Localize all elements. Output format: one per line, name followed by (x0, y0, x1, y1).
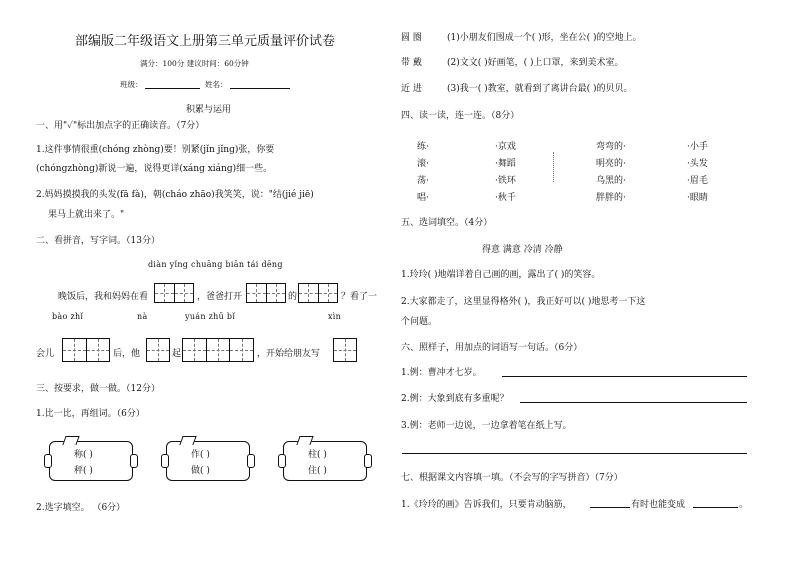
q7-text-a: 1.《玲玲的画》告诉我们，只要肯动脑筋， (401, 500, 572, 510)
q3-sub-2: 2.选字填空。 （6分） (36, 503, 126, 513)
fill-sentence-3[interactable]: (3)我一( )教室，就看到了离讲台最( )的贝贝。 (447, 84, 633, 94)
q1-line-3: 2.妈妈摸摸我的头发(fā fà)，朝(cháo zhāo)我笑笑，说："结(jié jiē) (36, 190, 314, 200)
q5-sentence-2a[interactable]: 2.大家都走了，这里显得格外( )，我正好可以( )地思考一下这 (401, 297, 646, 307)
match-right-item[interactable]: ·秋千 (495, 193, 516, 203)
q1-line-2: (chóngzhòng)新说一遍，说得更详(xáng xiáng)细一些。 (36, 164, 273, 174)
q7-title: 七、根据课文内容填一填。（不会写的字写拼音）（7分） (401, 473, 623, 483)
card-3-row-b[interactable]: 住( ) (308, 466, 327, 476)
q4-title: 四、读一读，连一连。（8分） (401, 111, 520, 121)
writing-grid-dianying[interactable] (154, 283, 194, 303)
word-pair-1: 圆 圈 (401, 33, 422, 43)
q5-sentence-2b: 个问题。 (401, 317, 438, 327)
exam-meta: 满分：100分 建议时间：60分钟 (140, 59, 249, 68)
match-right-item[interactable]: ·眼睛 (687, 193, 708, 203)
name-label: 姓名： (205, 80, 228, 89)
q1-title: 一、用"✓"标出加点字的正确读音。（7分） (36, 121, 205, 131)
q6-answer-line-2[interactable] (520, 402, 747, 403)
q6-title: 六、照样子，用加点的词语写一句话。（6分） (401, 343, 583, 353)
class-label: 班级： (120, 80, 143, 89)
match-right-item[interactable]: ·小手 (687, 142, 708, 152)
compare-card-2 (166, 441, 250, 481)
q1-line-4: 果马上就出来了。" (48, 210, 125, 220)
q2-text-5: 会儿 (36, 349, 55, 359)
q6-example-2: 2.例：大象到底有多重呢？ (401, 394, 509, 404)
match-col-4 (687, 139, 708, 207)
q7-text-b: 有时也能变成 (631, 500, 686, 510)
card-1-row-b[interactable]: 秤( ) (74, 466, 93, 476)
match-right-item[interactable]: ·眉毛 (687, 176, 708, 186)
writing-grid-taideng[interactable] (298, 283, 338, 303)
compare-card-3 (283, 441, 367, 481)
q2-text-7: 起 (172, 349, 182, 359)
q3-title: 三、按要求，做一做。（12分） (36, 384, 160, 394)
q2-title: 二、看拼音，写字词。（13分） (36, 236, 160, 246)
writing-grid-yuanzhubi[interactable] (182, 338, 254, 362)
card-2-row-a[interactable]: 作( ) (191, 450, 210, 460)
column-divider (553, 152, 556, 182)
fill-sentence-2[interactable]: (2)文文( )好画笔，( )上口罩，来到美术室。 (447, 58, 624, 68)
match-right-item[interactable]: ·头发 (687, 159, 708, 169)
pinyin-na: nà (137, 312, 148, 321)
q6-answer-line-3[interactable] (402, 453, 747, 454)
match-left-item[interactable]: 唱· (417, 193, 429, 203)
q3-sub-1: 1.比一比，再组词。（6分） (36, 409, 145, 419)
name-field[interactable] (230, 88, 290, 89)
q2-text-2: ，爸爸打开 (197, 292, 243, 302)
writing-grid-baozhi[interactable] (62, 338, 110, 362)
card-3-row-a[interactable]: 柱( ) (308, 450, 327, 460)
q2-text-3: 的 (288, 292, 298, 302)
match-right-item[interactable]: ·京戏 (495, 142, 516, 152)
q5-title: 五、选词填空。（4分） (401, 218, 493, 228)
card-1-row-a[interactable]: 称( ) (74, 450, 93, 460)
match-col-3 (596, 139, 626, 207)
match-right-item[interactable]: ·铁环 (495, 176, 516, 186)
match-left-item[interactable]: 滚· (417, 159, 429, 169)
match-left-item[interactable]: 练· (417, 142, 429, 152)
q2-text-6: 后，他 (113, 349, 141, 359)
pinyin-xin: xìn (328, 312, 342, 321)
fill-sentence-1[interactable]: (1)小朋友们围成一个( )形，坐在公( )的空地上。 (447, 33, 642, 43)
q7-blank-1[interactable] (590, 507, 630, 508)
match-left-item[interactable]: 明亮的· (596, 159, 626, 169)
q2-text-8: ，开始给朋友写 (257, 349, 321, 359)
q6-answer-line-1[interactable] (502, 376, 747, 377)
writing-grid-xin[interactable] (333, 338, 357, 362)
match-left-item[interactable]: 荡· (417, 176, 429, 186)
q7-text-c: 。 (739, 500, 749, 510)
q2-text-4: ？看了一 (341, 292, 378, 302)
compare-card-1 (49, 441, 133, 481)
writing-grid-chuangbian[interactable] (246, 283, 286, 303)
q5-word-bank: 得意 满意 冷清 冷静 (482, 245, 563, 255)
match-left-item[interactable]: 乌黑的· (596, 176, 626, 186)
q2-pinyin-row-1: diàn yǐng chuāng biān tái dēng (148, 260, 283, 269)
class-field[interactable] (145, 88, 200, 89)
pinyin-baozhi: bào zhǐ (52, 312, 84, 321)
q6-example-3: 3.例：老师一边说，一边拿着笔在纸上写。 (401, 421, 572, 431)
match-col-1 (417, 139, 429, 207)
card-2-row-b[interactable]: 做( ) (191, 466, 210, 476)
writing-grid-na[interactable] (146, 338, 170, 362)
section-heading: 积累与运用 (186, 105, 232, 115)
page-title: 部编版二年级语文上册第三单元质量评价试卷 (75, 34, 336, 49)
match-col-2 (495, 139, 516, 207)
word-pair-2: 带 戴 (401, 58, 422, 68)
match-left-item[interactable]: 弯弯的· (596, 142, 626, 152)
q1-line-1: 1.这件事情很重(chóng zhòng)要！别紧(jǐn jǐng)张，你要 (36, 145, 275, 155)
match-left-item[interactable]: 胖胖的· (596, 193, 626, 203)
match-right-item[interactable]: ·舞蹈 (495, 159, 516, 169)
q7-blank-2[interactable] (693, 507, 738, 508)
q6-example-1: 1.例：曹冲才七岁。 (401, 368, 482, 378)
pinyin-yuanzhubi: yuán zhū bǐ (185, 312, 236, 321)
word-pair-3: 近 进 (401, 84, 422, 94)
q5-sentence-1[interactable]: 1.玲玲( )地端详着自己画的画，露出了( )的笑容。 (401, 270, 601, 280)
q2-text-1: 晚饭后，我和妈妈在看 (58, 292, 149, 302)
